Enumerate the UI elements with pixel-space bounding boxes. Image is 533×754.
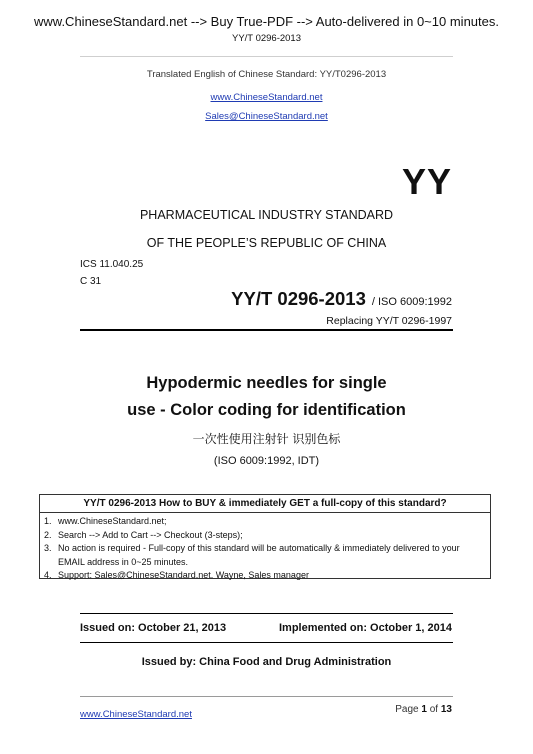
buy-step	[44, 542, 488, 569]
page-current: 1	[421, 704, 427, 715]
issuing-authority: Issued by: China Food and Drug Administration	[141, 656, 392, 668]
buy-box-title: YY/T 0296-2013 How to BUY & immediately GET a full-copy of this standard?	[83, 498, 447, 509]
header-doc-code: YY/T 0296-2013	[231, 33, 301, 44]
standard-number-row	[231, 288, 452, 310]
step-text: Search --> Add to Cart --> Checkout (3-steps);	[58, 529, 243, 540]
footer-website-link[interactable]: www.ChineseStandard.net	[80, 709, 192, 720]
buy-step	[44, 515, 488, 529]
industry-standard-line2: OF THE PEOPLE’S REPUBLIC OF CHINA	[146, 236, 387, 250]
ics-code: ICS 11.040.25	[80, 259, 144, 270]
translation-email-row	[0, 106, 533, 124]
title-chinese: 一次性使用注射针 识别色标	[192, 432, 341, 446]
header-banner: www.ChineseStandard.net --> Buy True-PDF --> Auto-delivered in 0~10 minutes.	[34, 14, 499, 29]
header-divider	[80, 56, 453, 57]
step-number: 2.	[44, 529, 52, 540]
email-link[interactable]: Sales@ChineseStandard.net	[205, 111, 328, 122]
page-of: of	[429, 704, 439, 715]
page-number	[395, 704, 452, 715]
footer-website-row	[80, 704, 192, 722]
step-number: 3.	[44, 543, 52, 553]
step-text: Support: Sales@ChineseStandard.net. Wayne, Sales manager	[58, 570, 309, 580]
standard-number: YY/T 0296-2013	[231, 288, 366, 309]
step-number: 4.	[44, 570, 52, 580]
page-word: Page	[395, 704, 419, 715]
translation-line: Translated English of Chinese Standard: YY/T0296-2013	[146, 69, 387, 80]
buy-steps-list	[44, 515, 488, 583]
page-total: 13	[440, 704, 452, 715]
dates-top-rule	[80, 613, 453, 614]
footer-divider	[80, 696, 453, 697]
buy-instructions-box	[39, 494, 491, 579]
buy-box-divider	[40, 512, 490, 513]
iso-equivalence: (ISO 6009:1992, IDT)	[213, 455, 320, 467]
standard-code-mark: YY	[401, 161, 452, 202]
standard-number-rule	[80, 329, 453, 331]
translation-website-row	[0, 87, 533, 105]
title-line2: use - Color coding for identification	[127, 401, 406, 419]
step-number: 1.	[44, 516, 52, 526]
buy-step	[44, 569, 488, 583]
industry-standard-line1: PHARMACEUTICAL INDUSTRY STANDARD	[139, 208, 394, 222]
dates-bottom-rule	[80, 642, 453, 643]
ccs-code: C 31	[80, 276, 102, 287]
issued-date: Issued on: October 21, 2013	[80, 622, 227, 634]
iso-reference: / ISO 6009:1992	[371, 296, 452, 308]
step-text: www.ChineseStandard.net;	[58, 516, 167, 526]
website-link[interactable]: www.ChineseStandard.net	[210, 92, 323, 103]
title-line1: Hypodermic needles for single	[146, 374, 387, 392]
replacing-note: Replacing YY/T 0296-1997	[326, 315, 452, 327]
implemented-date: Implemented on: October 1, 2014	[279, 622, 452, 634]
step-text: No action is required - Full-copy of this standard will be automatically & immediately delivered to your EMAIL address in 0~25 minutes.	[58, 543, 460, 567]
buy-step	[44, 529, 488, 543]
